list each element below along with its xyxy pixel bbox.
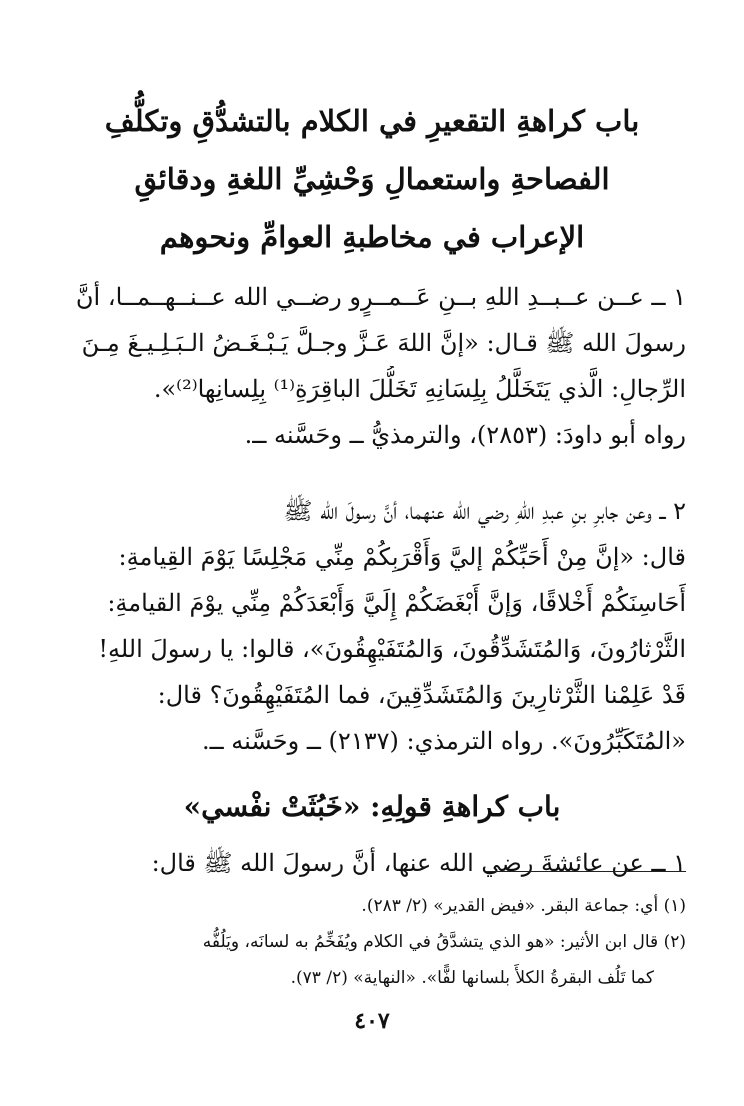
paragraph-gap	[58, 458, 686, 480]
hadith-1-line: الرِّجالِ: الَّذي يَتَخَلَّلُ بِلِسَانِهِ تَخَلُّلَ الباقِرَةِ⁽¹⁾ بِلِسانِها⁽²⁾».	[153, 375, 686, 403]
footnote-divider	[486, 871, 686, 872]
chapter-title	[58, 92, 686, 266]
hadith-1-line: رسولَ الله ﷺ قـال: «إنَّ اللهَ عَـزَّ وجـلَّ يَـبْـغَـضُ الـبَـلِـيـغَ مِـنَ	[81, 329, 686, 357]
hadith-2-line: قَدْ عَلِمْنا الثَّرْثارِينَ وَالمُتَشَدِّقِينَ، فما المُتَفَيْهِقُونَ؟ قال:	[157, 681, 686, 709]
chapter-title-line: الفصاحةِ واستعمالِ وَحْشِيِّ اللغةِ ودقائقِ	[134, 162, 610, 196]
footnote-2-continued: كما تَلُف البقرةُ الكلأَ بلسانها لفًّا». «النهاية» (٢/ ٧٣).	[290, 968, 654, 988]
footnote-2: (٢) قال ابن الأثير: «هو الذي يتشدَّقُ في الكلام ويُفَخِّمُ به لسانَه، ويَلُفُّه	[202, 932, 686, 952]
footnote-1: (١) أي: جماعة البقر. «فيض القدير» (٢/ ٢٨٣).	[361, 896, 686, 916]
page-number: ٤٠٧	[354, 1008, 390, 1034]
hadith-2-line: أَحَاسِنَكُمْ أَخْلاقًا، وَإنَّ أَبْغَضَكُمْ إِلَيَّ وَأَبْعَدَكُمْ مِنِّي يوْمَ القيامةِ:	[107, 589, 686, 617]
hadith-2-line: «المُتَكَبِّرُونَ». رواه الترمذي: (٢١٣٧) ــ وحَسَّنه ــ.	[201, 727, 686, 755]
hadith-2-line: قال: «إنَّ مِنْ أَحَبِّكُمْ إليَّ وَأَقْرَبِكُمْ مِنِّي مَجْلِسًا يَوْمَ القِيامةِ:	[118, 543, 686, 571]
hadith-2-line: الثَّرْثارُونَ، وَالمُتَشَدِّقُونَ، وَالمُتَفَيْهِقُونَ»، قالوا: يا رسولَ اللهِ!	[98, 635, 686, 663]
chapter-title-line: الإعراب في مخاطبةِ العوامِّ ونحوهم	[159, 220, 585, 254]
chapter-title-line: باب كراهةِ التقعيرِ في الكلام بالتشدُّقِ وتكلُّفِ	[104, 104, 640, 138]
hadith-1-line: رواه أبو داودَ: (٢٨٥٣)، والترمذيُّ ــ وحَسَّنه ــ.	[244, 421, 686, 449]
chapter-2-title: باب كراهةِ قولِهِ: «خَبُثَتْ نفْسي»	[183, 790, 561, 823]
hadith-1	[58, 274, 686, 458]
hadith-3	[58, 840, 686, 886]
hadith-2-line: ٢ ــ وعن جابرِ بنِ عبدِ اللهِ رضي الله عنهما، أنَّ رسولَ الله ﷺ	[283, 497, 686, 525]
hadith-2	[58, 488, 686, 764]
hadith-3-line: ١ ــ عن عائشةَ رضي الله عنها، أنَّ رسولَ الله ﷺ قال:	[151, 849, 686, 877]
footnotes	[58, 888, 686, 996]
hadith-1-line: ١ ــ عــن عــبــدِ اللهِ بــنِ عَــمــرٍو رضــي الله عــنــهــمــا، أنَّ	[75, 283, 686, 311]
